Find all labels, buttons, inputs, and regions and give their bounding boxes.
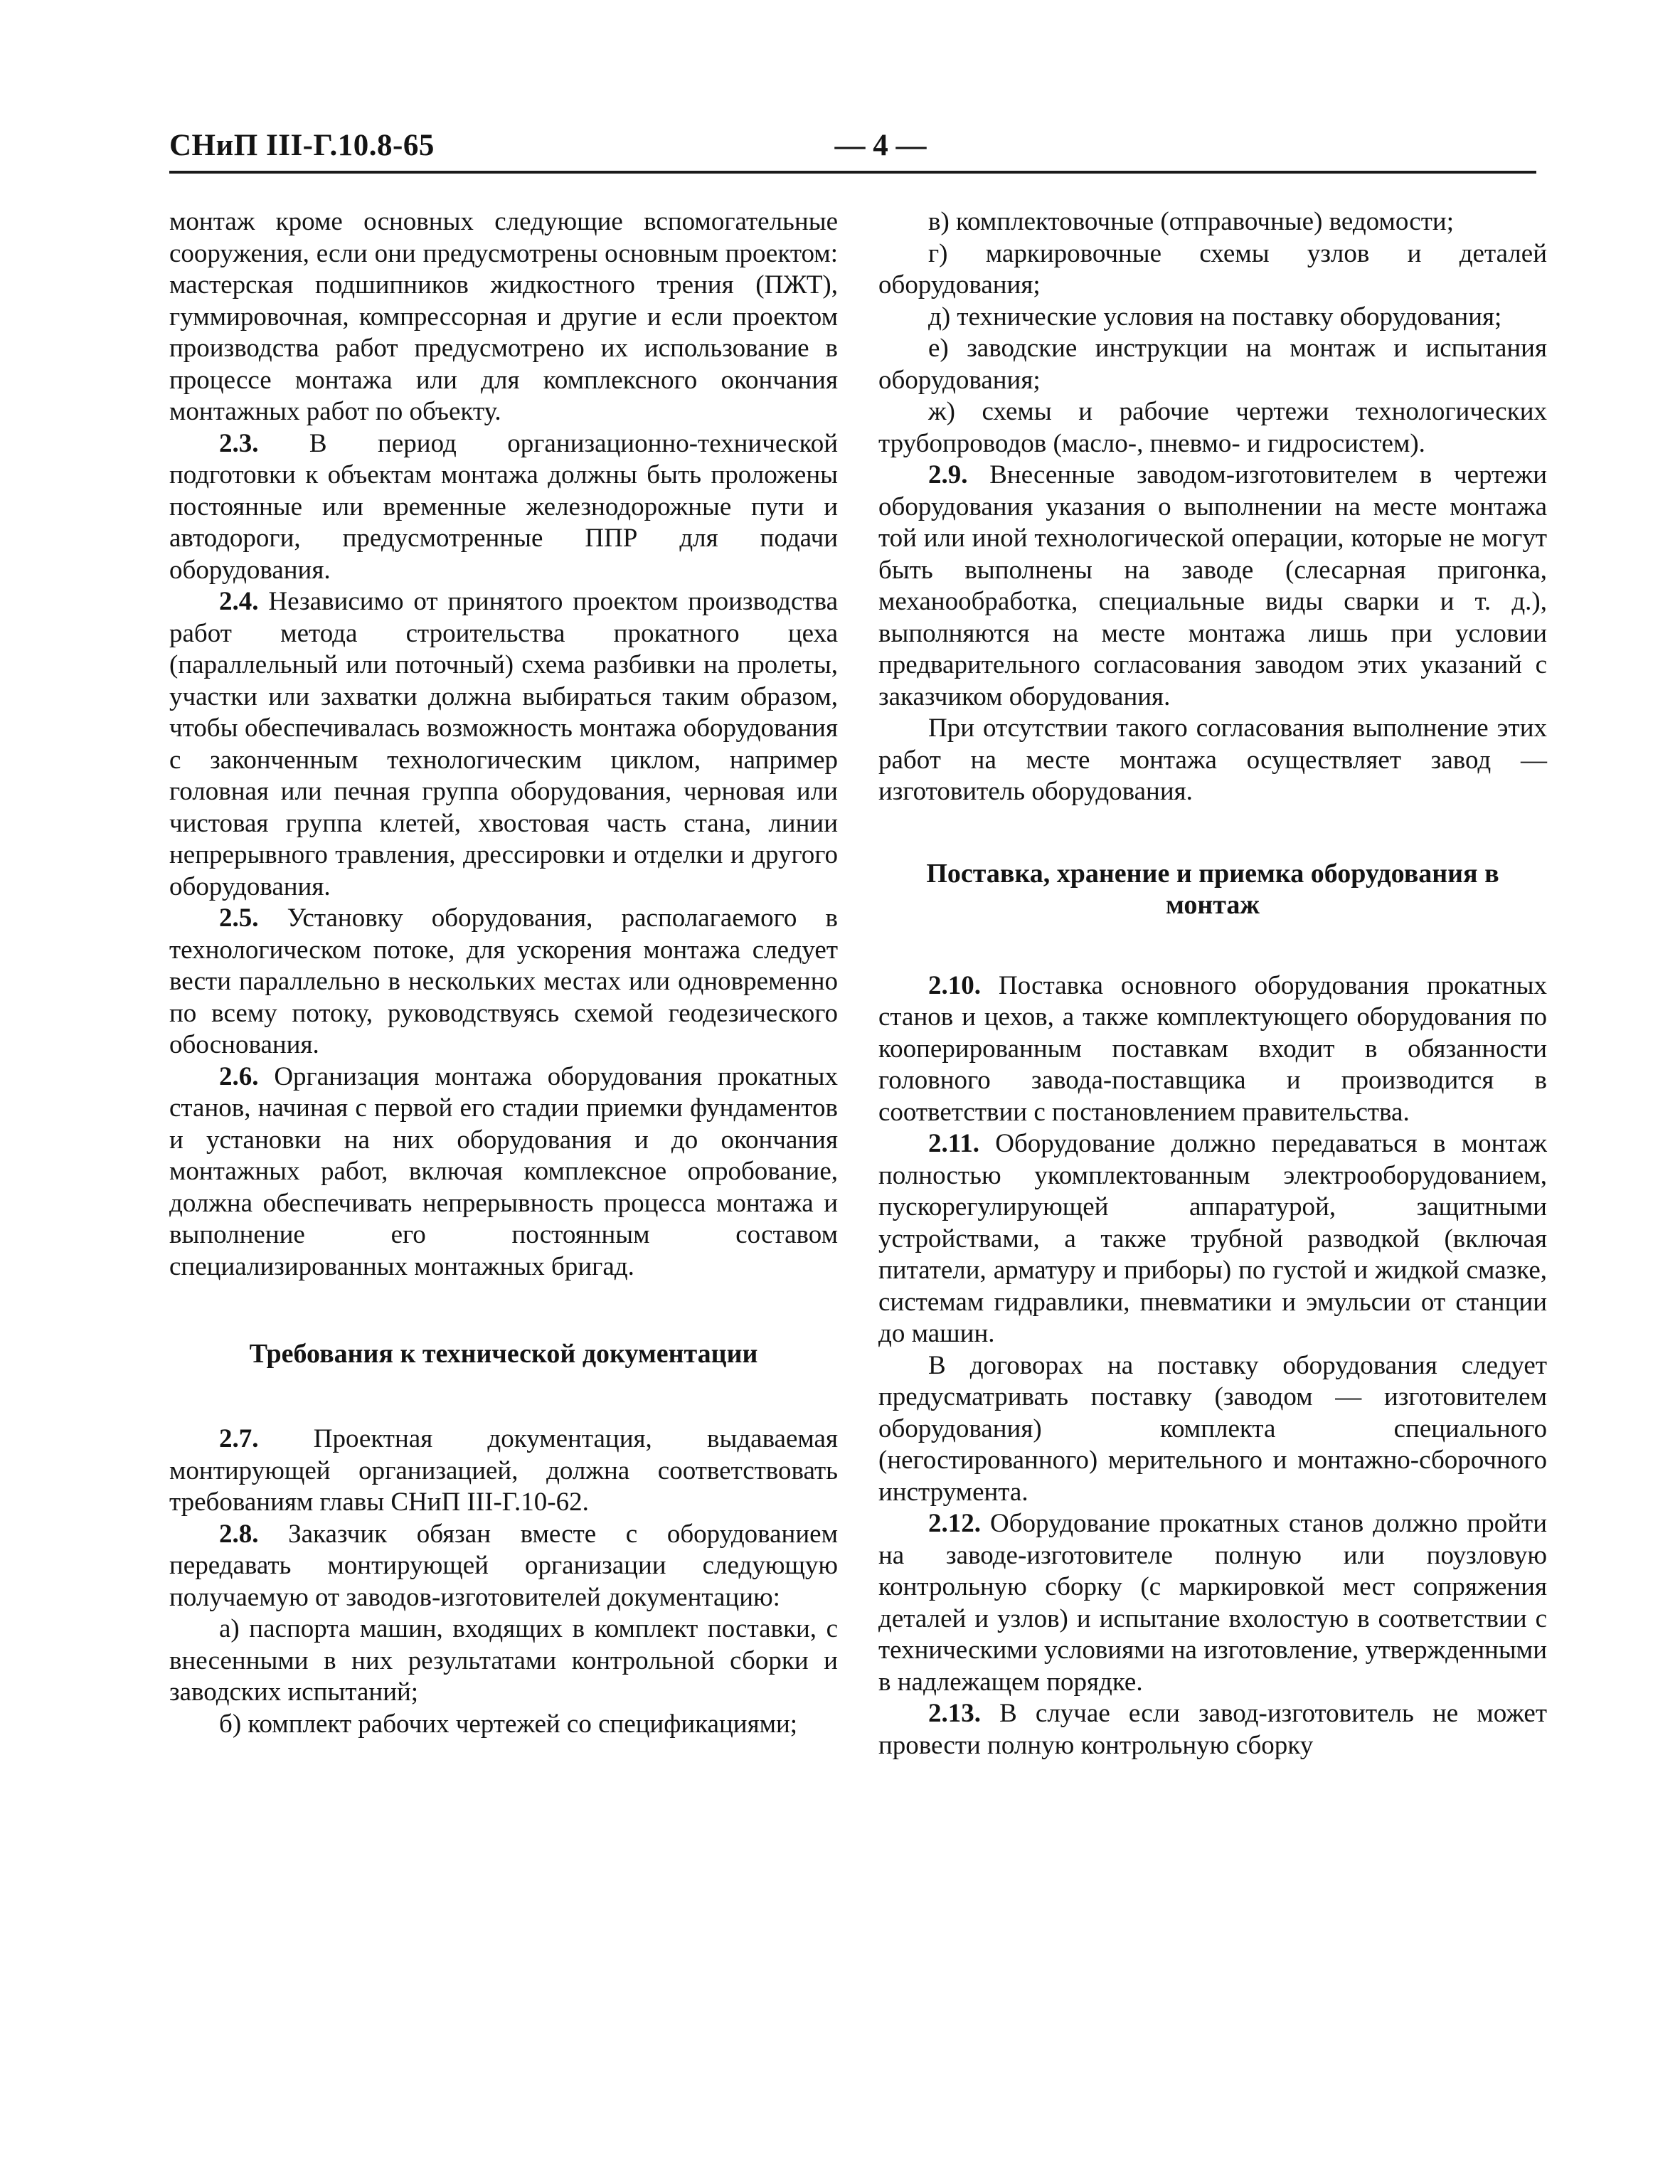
page-header xyxy=(169,128,1536,171)
paragraph-2-5 xyxy=(169,903,838,1061)
clause-text: Независимо от принятого проектом производства работ метода строительства прокатного цеха (параллельный или поточный) схема разбивки на пролеты, участки или захватки должна выбираться таким образом, чтобы обеспечивалась возможность монтажа оборудования с законченным технологическим циклом, например головная или печная группа оборудования, черновая или чистовая группа клетей, хвостовая часть стана, линии непрерывного травления, дрессировки и отделки и другого оборудования. xyxy=(169,587,838,901)
clause-text: Установку оборудования, располагаемого в технологическом потоке, для ускорения монтажа следует вести параллельно в нескольких местах или одновременно по всему потоку, руководствуясь схемой геодезического обоснования. xyxy=(169,903,838,1059)
paragraph-2-13 xyxy=(878,1698,1547,1761)
paragraph-2-9 xyxy=(878,460,1547,713)
list-item-v: в) комплектовочные (отправочные) ведомости; xyxy=(928,207,1454,236)
clause-text: Внесенные заводом-изготовителем в чертежи оборудования указания о выполнении на месте монтажа той или иной технологической операции, которые не могут быть выполнены на заводе (слесарная пригонка, механообработка, специальные виды сварки и т. д.), выполняются на месте монтажа лишь при условии предварительного согласования заводом этих указаний с заказчиком оборудования. xyxy=(878,460,1547,711)
list-item-g: г) маркировочные схемы узлов и деталей оборудования; xyxy=(878,238,1547,299)
clause-number: 2.11. xyxy=(928,1129,979,1158)
section-title-delivery: Поставка, хранение и приемка оборудования в монтаж xyxy=(926,858,1499,920)
paragraph-2-4 xyxy=(169,586,838,903)
header-rule xyxy=(169,171,1536,174)
paragraph-2-11 xyxy=(878,1128,1547,1350)
document-code: СНиП III-Г.10.8-65 xyxy=(169,129,435,162)
list-item-e: е) заводские инструкции на монтаж и испытания оборудования; xyxy=(878,334,1547,395)
clause-text: В случае если завод-изготовитель не может провести полную контрольную сборку xyxy=(878,1699,1547,1760)
paragraph-2-8 xyxy=(169,1519,838,1614)
clause-number: 2.3. xyxy=(219,428,259,458)
clause-text: Оборудование прокатных станов должно пройти на заводе-изготовителе полную или поузловую контрольную сборку (с маркировкой мест сопряжения деталей и узлов) и испытание вхолостую в соответствии с техническими условиями на изготовление, утвержденными в надлежащем порядке. xyxy=(878,1509,1547,1697)
clause-text: Оборудование должно передаваться в монтаж полностью укомплектованным электрооборудованием, пускорегулирующей аппаратурой, защитными устройствами, а также трубной разводкой (включая питатели, арматуру и приборы) по густой и жидкой смазке, системам гидравлики, пневматики и эмульсии от станции до машин. xyxy=(878,1129,1547,1348)
section-title-documentation: Требования к технической документации xyxy=(249,1339,758,1369)
page-number: — 4 — xyxy=(834,129,927,162)
clause-number: 2.9. xyxy=(928,460,968,489)
list-item-zh: ж) схемы и рабочие чертежи технологических трубопроводов (масло-, пневмо- и гидросистем). xyxy=(878,397,1547,458)
paragraph-2-3 xyxy=(169,428,838,587)
list-item-b: б) комплект рабочих чертежей со спецификациями; xyxy=(219,1709,798,1739)
clause-text: Организация монтажа оборудования прокатных станов, начиная с первой его стадии приемки фундаментов и установки на них оборудования и до окончания монтажных работ, включая комплексное опробование, должна обеспечивать непрерывность процесса монтажа и выполнение его постоянным составом специализированных монтажных бригад. xyxy=(169,1061,838,1281)
clause-number: 2.5. xyxy=(219,903,259,933)
list-item-a: а) паспорта машин, входящих в комплект поставки, с внесенными в них результатами контрольной сборки и заводских испытаний; xyxy=(169,1614,838,1707)
clause-text: Поставка основного оборудования прокатных станов и цехов, а также комплектующего оборудования по кооперированным поставкам входит в обязанности головного завода-поставщика и производится в соответствии с постановлением правительства. xyxy=(878,970,1547,1127)
clause-text: Заказчик обязан вместе с оборудованием передавать монтирующей организации следующую получаемую от заводов-изготовителей документацию: xyxy=(169,1519,838,1612)
paragraph-2-10 xyxy=(878,970,1547,1129)
paragraph-2-12 xyxy=(878,1508,1547,1698)
left-column xyxy=(169,206,838,1740)
paragraph-2-7 xyxy=(169,1424,838,1519)
clause-number: 2.12. xyxy=(928,1509,981,1538)
clause-text: Проектная документация, выдаваемая монтирующей организацией, должна соответствовать требованиям главы СНиП III-Г.10-62. xyxy=(169,1424,838,1517)
right-column xyxy=(878,206,1547,1761)
clause-number: 2.8. xyxy=(219,1519,259,1549)
clause-number: 2.7. xyxy=(219,1424,259,1453)
clause-number: 2.4. xyxy=(219,587,259,616)
paragraph-2-11-continuation: В договорах на поставку оборудования следует предусматривать поставку (заводом — изготовителем оборудования) комплекта специального (негостированного) мерительного и монтажно-сборочного инструмента. xyxy=(878,1350,1547,1507)
clause-text: В период организационно-технической подготовки к объектам монтажа должны быть проложены постоянные или временные железнодорожные пути и автодороги, предусмотренные ППР для подачи оборудования. xyxy=(169,428,838,585)
clause-number: 2.13. xyxy=(928,1699,981,1728)
clause-number: 2.6. xyxy=(219,1061,259,1091)
paragraph-2-9-continuation: При отсутствии такого согласования выполнение этих работ на месте монтажа осуществляет завод — изготовитель оборудования. xyxy=(878,714,1547,806)
paragraph-continuation: монтаж кроме основных следующие вспомогательные сооружения, если они предусмотрены основным проектом: мастерская подшипников жидкостного трения (ПЖТ), гуммировочная, компрессорная и другие и если проектом производства работ предусмотрено их использование в процессе монтажа или для комплексного окончания монтажных работ по объекту. xyxy=(169,207,838,426)
list-item-d: д) технические условия на поставку оборудования; xyxy=(928,302,1502,332)
clause-number: 2.10. xyxy=(928,970,981,1000)
paragraph-2-6 xyxy=(169,1061,838,1283)
